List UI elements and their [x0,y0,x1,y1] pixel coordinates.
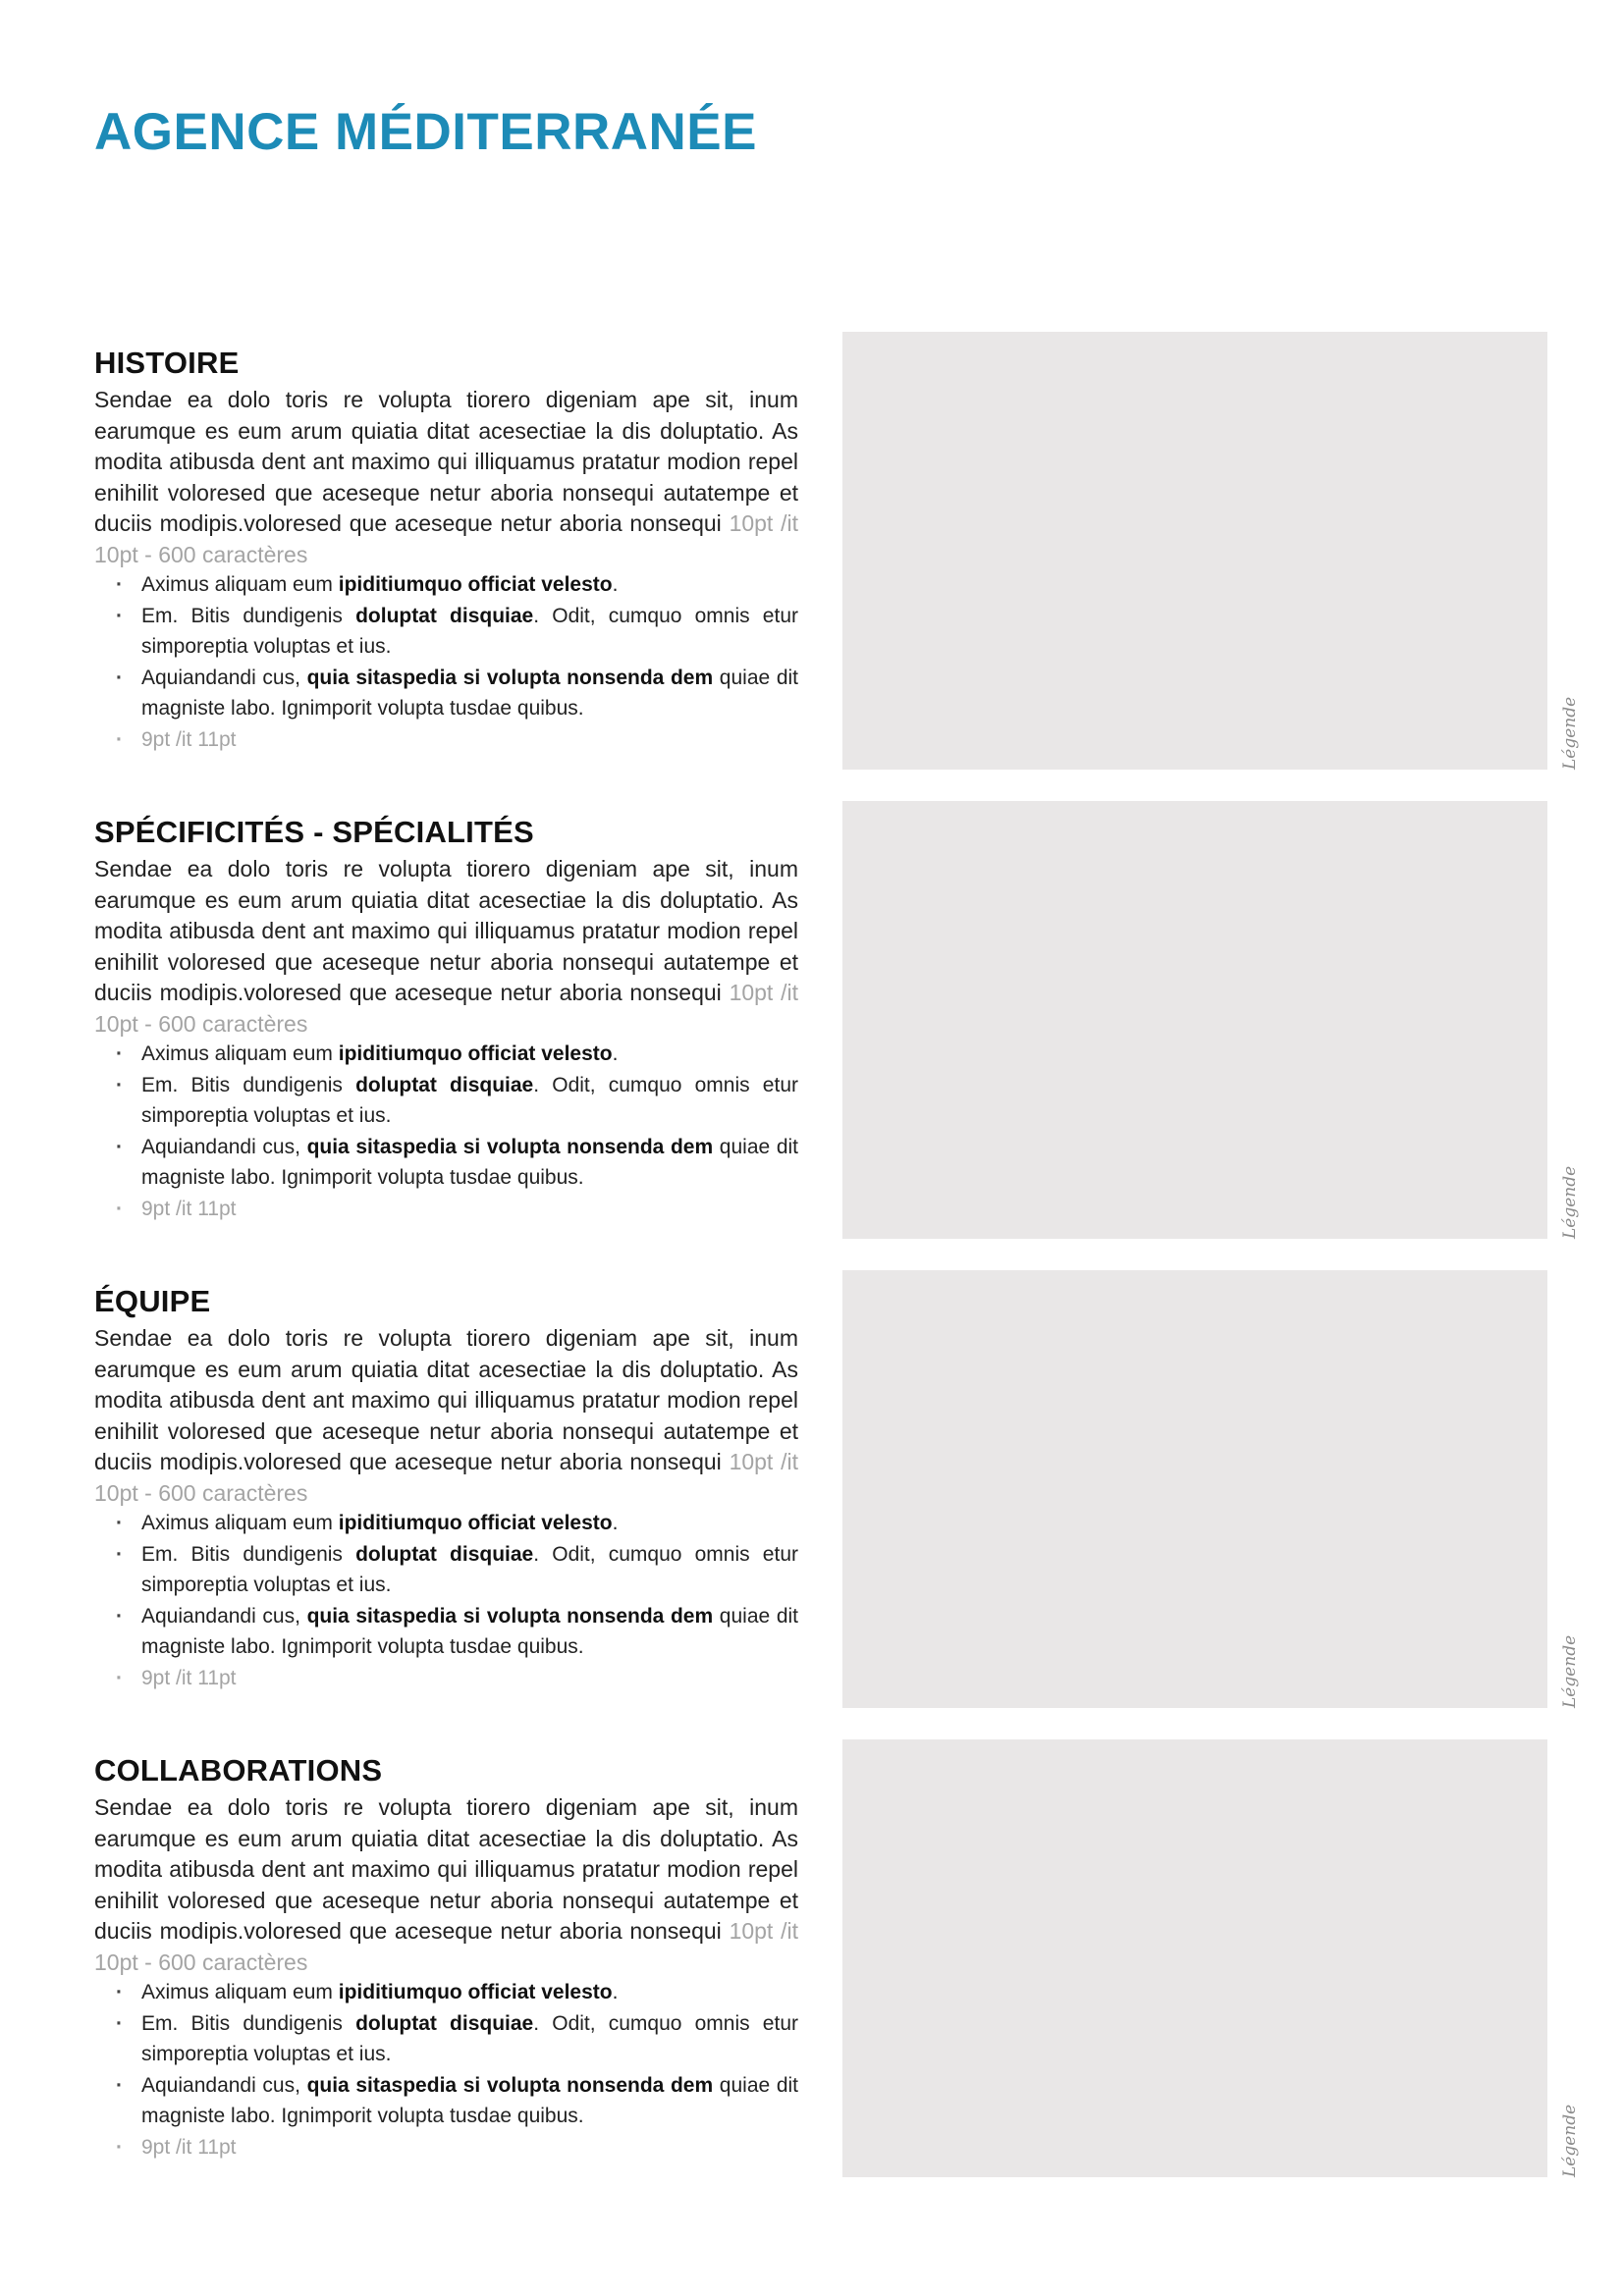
section-body [94,385,798,571]
image-placeholder [842,1739,1547,2177]
section-heading: ÉQUIPE [94,1284,211,1318]
bullet-spec-note: · 9pt /it 11pt [94,1194,798,1225]
body-text: Sendae ea dolo toris re volupta tiorero digeniam ape sit, inum earumque es eum arum quiatia ditat acesectiae la dis doluptatio. As modita atibusda dent ant maximo qui illiquamus pratatur modion repel enihilit voloresed que aceseque netur aboria nonsequi autatempe et duciis modipis.voloresed que aceseque netur aboria nonsequi [94,387,798,537]
section-heading: SPÉCIFICITÉS - SPÉCIALITÉS [94,815,534,849]
body-spec-note: 10pt /it 10pt - 600 caractères [94,1918,799,1975]
section-specificites [94,815,1580,1256]
image-placeholder [842,332,1547,770]
body-spec-note: 10pt /it 10pt - 600 caractères [94,980,799,1037]
section-body [94,854,798,1041]
section-equipe [94,1284,1580,1726]
bullet-spec-note: · 9pt /it 11pt [94,2132,798,2163]
list-item: · Aquiandandi cus, quia sitaspedia si volupta nonsenda dem quiae dit magniste labo. Ignimporit volupta tusdae quibus. [94,1601,798,1663]
bullet-list [94,1977,798,2163]
section-body [94,1792,798,1979]
body-spec-note: 10pt /it 10pt - 600 caractères [94,510,799,567]
image-caption: Légende [1560,2104,1580,2177]
bullet-list [94,1039,798,1225]
section-collaborations [94,1753,1580,2195]
body-text: Sendae ea dolo toris re volupta tiorero digeniam ape sit, inum earumque es eum arum quiatia ditat acesectiae la dis doluptatio. As modita atibusda dent ant maximo qui illiquamus pratatur modion repel enihilit voloresed que aceseque netur aboria nonsequi autatempe et duciis modipis.voloresed que aceseque netur aboria nonsequi [94,856,798,1006]
body-text: Sendae ea dolo toris re volupta tiorero digeniam ape sit, inum earumque es eum arum quiatia ditat acesectiae la dis doluptatio. As modita atibusda dent ant maximo qui illiquamus pratatur modion repel enihilit voloresed que aceseque netur aboria nonsequi autatempe et duciis modipis.voloresed que aceseque netur aboria nonsequi [94,1794,798,1945]
image-caption: Légende [1560,696,1580,770]
list-item: · Em. Bitis dundigenis doluptat disquiae. Odit, cumquo omnis etur simporeptia voluptas et ius. [94,1539,798,1601]
section-heading: COLLABORATIONS [94,1753,383,1788]
image-caption: Légende [1560,1165,1580,1239]
body-text: Sendae ea dolo toris re volupta tiorero digeniam ape sit, inum earumque es eum arum quiatia ditat acesectiae la dis doluptatio. As modita atibusda dent ant maximo qui illiquamus pratatur modion repel enihilit voloresed que aceseque netur aboria nonsequi autatempe et duciis modipis.voloresed que aceseque netur aboria nonsequi [94,1325,798,1475]
bullet-spec-note: · 9pt /it 11pt [94,724,798,756]
image-placeholder [842,1270,1547,1708]
body-spec-note: 10pt /it 10pt - 600 caractères [94,1449,799,1506]
bullet-list [94,569,798,756]
list-item: · Aximus aliquam eum ipiditiumquo officiat velesto. [94,569,798,601]
section-body [94,1323,798,1510]
section-heading: HISTOIRE [94,346,240,380]
image-placeholder [842,801,1547,1239]
list-item: · Em. Bitis dundigenis doluptat disquiae. Odit, cumquo omnis etur simporeptia voluptas et ius. [94,1070,798,1132]
list-item: · Em. Bitis dundigenis doluptat disquiae. Odit, cumquo omnis etur simporeptia voluptas et ius. [94,2008,798,2070]
list-item: · Aximus aliquam eum ipiditiumquo officiat velesto. [94,1508,798,1539]
list-item: · Aquiandandi cus, quia sitaspedia si volupta nonsenda dem quiae dit magniste labo. Ignimporit volupta tusdae quibus. [94,1132,798,1194]
image-caption: Légende [1560,1634,1580,1708]
list-item: · Aquiandandi cus, quia sitaspedia si volupta nonsenda dem quiae dit magniste labo. Ignimporit volupta tusdae quibus. [94,2070,798,2132]
list-item: · Aquiandandi cus, quia sitaspedia si volupta nonsenda dem quiae dit magniste labo. Ignimporit volupta tusdae quibus. [94,663,798,724]
list-item: · Em. Bitis dundigenis doluptat disquiae. Odit, cumquo omnis etur simporeptia voluptas et ius. [94,601,798,663]
list-item: · Aximus aliquam eum ipiditiumquo officiat velesto. [94,1977,798,2008]
list-item: · Aximus aliquam eum ipiditiumquo officiat velesto. [94,1039,798,1070]
section-histoire [94,346,1580,787]
page-title: AGENCE MÉDITERRANÉE [94,103,758,161]
bullet-list [94,1508,798,1694]
bullet-spec-note: · 9pt /it 11pt [94,1663,798,1694]
